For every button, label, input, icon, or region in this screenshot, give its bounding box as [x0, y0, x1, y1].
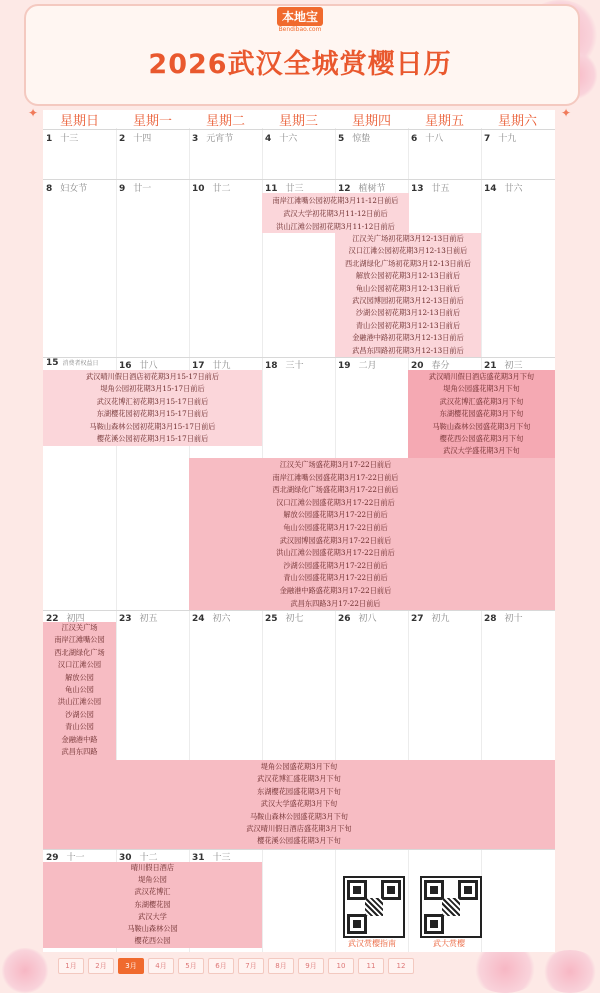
event-line: 青山公园盛花期3月17-22日前后: [283, 573, 388, 583]
event-line: 龟山公园: [65, 685, 94, 695]
day-number: 24: [192, 614, 205, 624]
event-line: 沙湖公园初花期3月12-13日前后: [355, 308, 461, 318]
day-number: 29: [46, 853, 59, 863]
lunar-date: 妇女节: [60, 184, 88, 194]
weekday-fri: 星期五: [424, 114, 464, 129]
event-line: 武昌东四路3月17-22日前后: [290, 598, 381, 608]
grid-line: [43, 129, 555, 130]
day-cell-10: [192, 181, 231, 195]
event-line: 马鞍山森林公园盛花期3月下旬: [432, 421, 531, 431]
day-cell-5: [338, 131, 370, 145]
event-line: 青山公园: [65, 722, 94, 732]
lunar-date: 十三: [60, 134, 79, 144]
event-line: 沙湖公园盛花期3月17-22日前后: [283, 560, 388, 570]
day-cell-29: [46, 850, 85, 864]
day-number: 7: [484, 134, 491, 144]
month-tab-8[interactable]: 8月: [268, 958, 294, 974]
day-number: 6: [411, 134, 418, 144]
event-line: 南岸江滩嘴公园初花期3月11-12日前后: [272, 196, 399, 205]
day-number: 13: [411, 184, 424, 194]
lunar-date: 初三: [504, 361, 523, 371]
event-line: 南岸江滩嘴公园盛花期3月17-22日前后: [272, 472, 399, 482]
month-tab-4[interactable]: 4月: [148, 958, 174, 974]
event-line: 西北湖绿化广场: [54, 647, 105, 657]
event-line: 武昌东四路: [61, 747, 98, 757]
lunar-date: 十九: [498, 134, 517, 144]
lunar-date: 初六: [212, 614, 231, 624]
event-line: 龟山公园初花期3月12-13日前后: [355, 283, 461, 293]
qr-caption-whu: 武大赏樱: [433, 939, 465, 948]
brand-domain: Bendibao.com: [278, 26, 322, 33]
day-number: 11: [265, 184, 278, 194]
lunar-date: 十八: [425, 134, 444, 144]
event-line: 樱花溪公园盛花期3月下旬: [257, 836, 341, 846]
day-cell-16: [119, 358, 158, 372]
day-number: 23: [119, 614, 132, 624]
lunar-date: 廿一: [133, 184, 152, 194]
event-line: 洪山江滩公园盛花期3月17-22日前后: [276, 548, 395, 558]
event-line: 沙湖公园: [65, 709, 94, 719]
month-tab-9[interactable]: 9月: [298, 958, 324, 974]
lunar-date: 初四: [66, 614, 85, 624]
lunar-date: 廿三: [285, 184, 304, 194]
day-number: 5: [338, 134, 345, 144]
lunar-date: 植树节: [358, 184, 386, 194]
month-tab-12[interactable]: 12: [388, 958, 414, 974]
event-line: 武汉大学盛花期3月下旬: [443, 446, 520, 456]
day-number: 10: [192, 184, 205, 194]
day-number: 4: [265, 134, 272, 144]
event-line: 东湖樱花园初花期3月15-17日前后: [96, 409, 209, 419]
day-number: 1: [46, 134, 53, 144]
page-title: 2026武汉全城赏樱日历: [148, 49, 452, 80]
lunar-date: 十三: [212, 853, 231, 863]
event-line: 武汉晴川假日酒店盛花期3月下旬: [428, 372, 535, 381]
event-line: 汉口江滩公园: [57, 660, 102, 670]
event-list-full-3: [43, 761, 555, 848]
day-number: 2: [119, 134, 126, 144]
brand-logo-text: 本地宝: [277, 7, 323, 26]
day-cell-25: [265, 611, 304, 625]
day-cell-7: [484, 131, 516, 145]
pin-icon: ✦: [28, 106, 39, 120]
event-list-fall-2: [43, 862, 262, 947]
month-tab-10[interactable]: 10: [328, 958, 354, 974]
day-number: 17: [192, 361, 205, 371]
day-number: 21: [484, 361, 497, 371]
day-cell-12: [338, 181, 386, 195]
event-line: 西北湖绿化广场盛花期3月17-22日前后: [272, 485, 399, 495]
day-cell-3: [192, 131, 233, 145]
event-line: 金融港中路: [61, 734, 98, 744]
day-number: 31: [192, 853, 205, 863]
event-list-full-2: [189, 459, 482, 610]
day-cell-11: [265, 181, 304, 195]
weekday-wed: 星期三: [278, 114, 318, 129]
day-cell-15: [46, 358, 99, 372]
event-line: 东湖樱花园盛花期3月下旬: [257, 786, 341, 796]
event-line: 堤角公园: [138, 875, 167, 885]
lunar-date: 消费者权益日: [62, 360, 99, 367]
event-line: 汉口江滩公园盛花期3月17-22日前后: [276, 497, 395, 507]
lunar-date: 十四: [133, 134, 152, 144]
event-list-bloom-1: [262, 194, 409, 233]
event-line: 洪山江滩公园初花期3月11-12日前后: [276, 222, 395, 231]
day-cell-1: [46, 131, 78, 145]
weekday-mon: 星期一: [132, 114, 172, 129]
day-number: 14: [484, 184, 497, 194]
day-cell-9: [119, 181, 151, 195]
day-cell-21: [484, 358, 523, 372]
event-line: 武汉大学: [138, 911, 167, 921]
event-line: 武汉园博园初花期3月12-13日前后: [352, 296, 464, 306]
blossom-decoration: [470, 945, 540, 993]
lunar-date: 廿二: [212, 184, 231, 194]
weekday-thu: 星期四: [351, 114, 391, 129]
day-cell-22: [46, 611, 85, 625]
day-number: 27: [411, 614, 424, 624]
event-line: 武汉花博汇盛花期3月下旬: [439, 396, 524, 406]
month-tab-11[interactable]: 11: [358, 958, 384, 974]
qr-code-guide[interactable]: [343, 876, 405, 938]
month-tab-5[interactable]: 5月: [178, 958, 204, 974]
grid-line: [43, 179, 555, 180]
lunar-date: 初十: [504, 614, 523, 624]
day-cell-31: [192, 850, 231, 864]
event-list-full-1: [408, 371, 555, 458]
event-line: 解放公园盛花期3月17-22日前后: [283, 510, 388, 520]
day-cell-2: [119, 131, 151, 145]
event-line: 武汉花博汇: [134, 887, 171, 897]
day-number: 3: [192, 134, 199, 144]
event-line: 武汉晴川假日酒店盛花期3月下旬: [246, 824, 352, 834]
event-line: 洪山江滩公园: [57, 697, 102, 707]
event-line: 堤角公园盛花期3月下旬: [443, 384, 520, 394]
event-line: 青山公园初花期3月12-13日前后: [355, 320, 461, 330]
lunar-date: 三十: [285, 361, 304, 371]
day-cell-8: [46, 181, 87, 195]
day-cell-26: [338, 611, 377, 625]
event-line: 樱花西公园盛花期3月下旬: [439, 434, 524, 444]
day-cell-19: [338, 358, 377, 372]
lunar-date: 初八: [358, 614, 377, 624]
event-line: 江汉关广场: [61, 623, 98, 632]
day-number: 19: [338, 361, 351, 371]
event-line: 金融港中路盛花期3月17-22日前后: [279, 585, 392, 595]
month-tab-6[interactable]: 6月: [208, 958, 234, 974]
weekday-sat: 星期六: [497, 114, 537, 129]
event-list-fall-1: [43, 622, 116, 758]
lunar-date: 十一: [66, 853, 85, 863]
qr-code-whu[interactable]: [420, 876, 482, 938]
event-line: 武汉花博汇盛花期3月下旬: [257, 774, 341, 784]
pin-icon: ✦: [561, 106, 572, 120]
lunar-date: 十六: [279, 134, 298, 144]
event-line: 武汉园博园盛花期3月17-22日前后: [279, 535, 392, 545]
lunar-date: 初九: [431, 614, 450, 624]
day-cell-30: [119, 850, 158, 864]
lunar-date: 廿八: [139, 361, 158, 371]
event-line: 武汉大学初花期3月11-12日前后: [283, 209, 388, 218]
event-line: 金融港中路初花期3月12-13日前后: [352, 333, 464, 343]
lunar-date: 廿六: [504, 184, 523, 194]
month-tab-2[interactable]: 2月: [88, 958, 114, 974]
lunar-date: 初五: [139, 614, 158, 624]
event-line: 东湖樱花园: [134, 899, 171, 909]
day-number: 22: [46, 614, 59, 624]
day-cell-17: [192, 358, 231, 372]
day-cell-6: [411, 131, 443, 145]
qr-caption-guide: 武汉赏樱指南: [348, 939, 396, 948]
day-number: 25: [265, 614, 278, 624]
day-number: 8: [46, 184, 53, 194]
event-line: 武汉花博汇初花期3月15-17日前后: [96, 396, 209, 406]
day-cell-28: [484, 611, 523, 625]
event-line: 武昌东四路初花期3月12-13日前后: [352, 345, 464, 355]
weekday-tue: 星期二: [205, 114, 245, 129]
day-cell-4: [265, 131, 297, 145]
event-line: 武汉晴川假日酒店初花期3月15-17日前后: [85, 372, 220, 381]
lunar-date: 元宵节: [206, 134, 234, 144]
event-line: 解放公园: [65, 672, 94, 682]
event-line: 马鞍山森林公园: [127, 924, 178, 934]
event-line: 东湖樱花园盛花期3月下旬: [439, 409, 524, 419]
day-number: 15: [46, 358, 59, 368]
lunar-date: 廿五: [431, 184, 450, 194]
day-cell-18: [265, 358, 304, 372]
month-tab-3[interactable]: 3月: [118, 958, 144, 974]
day-cell-23: [119, 611, 158, 625]
event-line: 樱花溪公园初花期3月15-17日前后: [96, 434, 209, 444]
day-number: 18: [265, 361, 278, 371]
day-number: 26: [338, 614, 351, 624]
day-number: 9: [119, 184, 126, 194]
event-line: 江汉关广场初花期3月12-13日前后: [352, 234, 464, 243]
brand-logo[interactable]: [270, 6, 330, 33]
lunar-date: 十二: [139, 853, 158, 863]
event-line: 堤角公园初花期3月15-17日前后: [100, 384, 205, 394]
event-line: 马鞍山森林公园初花期3月15-17日前后: [89, 421, 216, 431]
event-line: 堤角公园盛花期3月下旬: [260, 762, 338, 771]
lunar-date: 廿九: [212, 361, 231, 371]
day-cell-27: [411, 611, 450, 625]
day-number: 20: [411, 361, 424, 371]
lunar-date: 二月: [358, 361, 377, 371]
lunar-date: 初七: [285, 614, 304, 624]
event-line: 解放公园初花期3月12-13日前后: [355, 271, 461, 281]
event-line: 西北湖绿化广场初花期3月12-13日前后: [345, 258, 471, 268]
day-number: 30: [119, 853, 132, 863]
day-cell-20: [411, 358, 450, 372]
event-line: 汉口江滩公园初花期3月12-13日前后: [348, 246, 468, 256]
day-number: 16: [119, 361, 132, 371]
blossom-decoration: [0, 948, 50, 993]
month-tab-7[interactable]: 7月: [238, 958, 264, 974]
event-line: 龟山公园盛花期3月17-22日前后: [283, 522, 388, 532]
month-tab-1[interactable]: 1月: [58, 958, 84, 974]
event-line: 晴川假日酒店: [130, 863, 175, 872]
event-line: 樱花西公园: [134, 936, 171, 946]
day-cell-13: [411, 181, 450, 195]
event-list-bloom-2: [335, 233, 481, 357]
day-number: 12: [338, 184, 351, 194]
event-line: 马鞍山森林公园盛花期3月下旬: [249, 811, 348, 821]
day-cell-24: [192, 611, 231, 625]
lunar-date: 春分: [431, 361, 450, 371]
event-line: 江汉关广场盛花期3月17-22日前后: [279, 460, 392, 469]
lunar-date: 惊蛰: [352, 134, 371, 144]
event-list-bloom-3: [43, 371, 262, 445]
event-line: 武汉大学盛花期3月下旬: [260, 799, 338, 809]
event-line: 南岸江滩嘴公园: [54, 635, 105, 645]
weekday-sun: 星期日: [59, 114, 99, 129]
blossom-decoration: [540, 950, 600, 993]
day-number: 28: [484, 614, 497, 624]
day-cell-14: [484, 181, 523, 195]
